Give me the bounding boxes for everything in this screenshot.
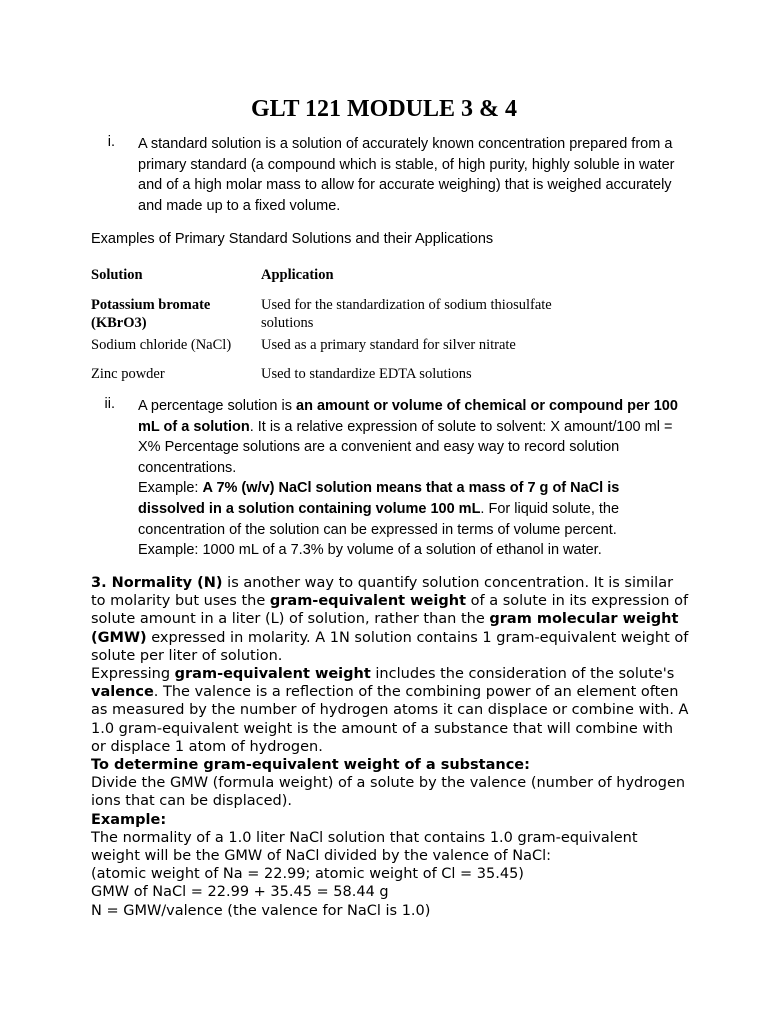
text-run: of a solute in its expression of solute amount in a liter (L) of solution, rather than the [91, 593, 689, 628]
valence-paragraph [91, 665, 691, 756]
text-run: includes the consideration of the solute's [370, 666, 675, 683]
normality-definition [91, 574, 691, 665]
primary-standards-table [91, 266, 571, 385]
percentage-definition [138, 396, 683, 478]
text-run: . It is a relative expression of solute to solvent: X amount/100 ml = X% Percentage solutions are a convenient and easy way to record solution concentrations. [138, 418, 673, 476]
list-marker: i. [107, 134, 115, 150]
volume-percent-example: Example: 1000 mL of a 7.3% by volume of a solution of ethanol in water. [138, 542, 602, 559]
bold-text: A 7% (w/v) NaCl solution means that a mass of 7 g of NaCl is dissolved in a solution containing volume 100 mL [138, 480, 620, 517]
cell-application: Used as a primary standard for silver nitrate [261, 337, 516, 353]
normality-formula-line: N = GMW/valence (the valence for NaCl is 1.0) [91, 902, 431, 919]
examples-intro: Examples of Primary Standard Solutions and their Applications [91, 231, 494, 247]
cell-application: Used to standardize EDTA solutions [261, 366, 472, 382]
text-run: . The valence is a reflection of the combining power of an element often as measured by the number of hydrogen atoms it can displace or combine with. A 1.0 gram-equivalent weight is the amount of a substance that will combine with or displace 1 atom of hydrogen. [91, 684, 689, 755]
list-marker: ii. [104, 396, 115, 412]
bold-text: gram-equivalent weight [269, 593, 467, 610]
bold-text: Example: [91, 811, 167, 828]
gmw-line: GMW of NaCl = 22.99 + 35.45 = 58.44 g [91, 884, 389, 901]
column-header-solution: Solution [91, 267, 143, 283]
text-run: is another way to quantify solution concentration. It is similar to molarity but uses the [91, 575, 674, 610]
table-header-row [91, 266, 571, 296]
text-run: . For liquid solute, the concentration of the solution can be expressed in terms of volume percent. [138, 500, 620, 538]
cell-solution: Sodium chloride (NaCl) [91, 337, 232, 353]
text-run: Expressing [91, 666, 175, 683]
table-row [91, 336, 571, 365]
bold-text: To determine gram-equivalent weight of a substance: [91, 757, 530, 774]
text-run: expressed in molarity. A 1N solution contains 1 gram-equivalent weight of solute per liter of solution. [91, 629, 689, 664]
normality-section [91, 574, 691, 920]
bold-text: an amount or volume of chemical or compound per 100 mL of a solution [138, 398, 678, 435]
determine-text: Divide the GMW (formula weight) of a solute by the valence (number of hydrogen ions that can be displaced). [91, 775, 686, 810]
list-item-text [138, 396, 683, 561]
table-row [91, 296, 571, 336]
column-header-application: Application [261, 267, 334, 283]
example-text: The normality of a 1.0 liter NaCl solution that contains 1.0 gram-equivalent weight will be the GMW of NaCl divided by the valence of NaCl: [91, 829, 638, 865]
bold-text: gram-equivalent weight [174, 666, 371, 683]
percentage-example [138, 478, 683, 540]
text-run: Example: [138, 480, 203, 497]
cell-solution: Zinc powder [91, 366, 165, 382]
section-heading: 3. Normality (N) [91, 575, 223, 591]
page-title: GLT 121 MODULE 3 & 4 [250, 96, 518, 122]
cell-solution: Potassium bromate (KBrO3) [91, 297, 211, 331]
table-row [91, 365, 571, 385]
bold-text: valence [91, 684, 154, 701]
text-run: A percentage solution is [138, 398, 296, 414]
cell-application: Used for the standardization of sodium thiosulfate solutions [261, 297, 552, 331]
determine-heading [91, 756, 691, 774]
example-heading [91, 811, 691, 829]
bold-text: gram molecular weight (GMW) [91, 611, 679, 646]
list-item-text: A standard solution is a solution of accurately known concentration prepared from a primary standard (a compound which is stable, of high purity, highly soluble in water and of a high molar mass to allow for accurate weighing) that is weighed accurately and made up to a fixed volume. [138, 136, 675, 214]
atomic-weights-line: (atomic weight of Na = 22.99; atomic weight of Cl = 35.45) [91, 866, 524, 883]
